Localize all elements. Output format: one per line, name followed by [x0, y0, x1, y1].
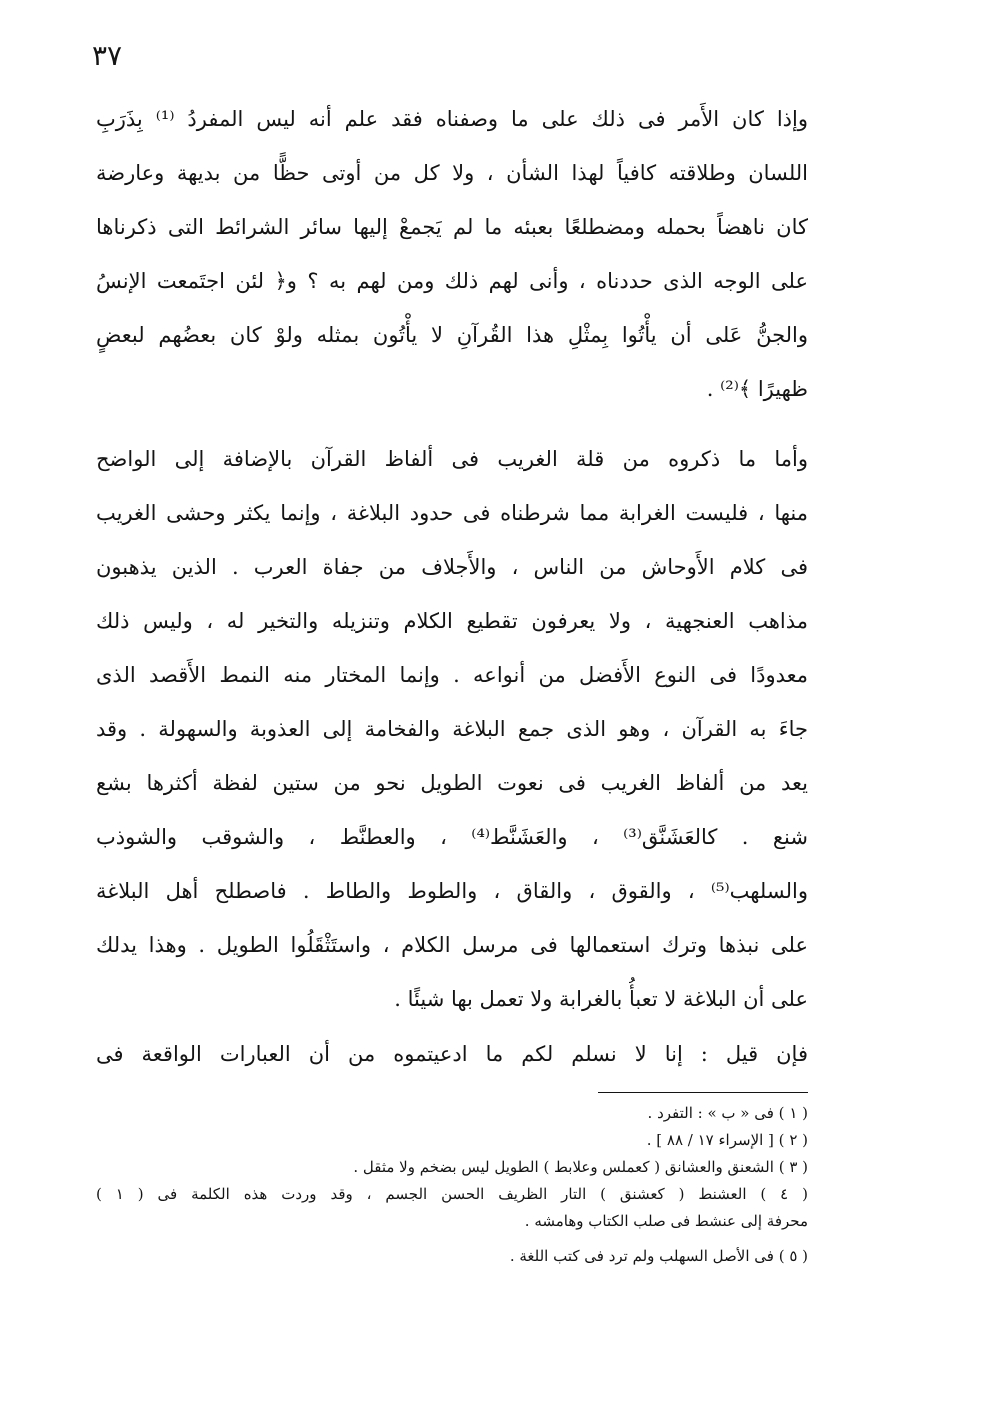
text-line: مذاهب العنجهية ، ولا يعرفون تقطيع الكلام وتنزيله والتخير له ، وليس ذلك	[96, 609, 808, 633]
text-line: وإذا كان الأَمر فى ذلك على ما وصفناه فقد علم أنه ليس المفردُ ⁽¹⁾ بِذَرَبِ	[96, 107, 808, 131]
footnote-3: ( ٣ ) الشعنق والعشانق ( كعملس وعلابط ) الطويل ليس بضخم ولا مثقل .	[353, 1158, 808, 1176]
text-line: يعد من ألفاظ الغريب فى نعوت الطويل نحو من ستين لفظة أكثرها بشع	[96, 771, 808, 795]
text-line: اللسان وطلاقته كافياً لهذا الشأن ، ولا كل من أوتى حظًّا من بديهة وعارضة	[96, 161, 808, 185]
text-line: والجنُّ عَلى أن يأْتُوا بِمثْلِ هذا القُرآنِ لا يأْتُون بمثله ولوْ كان بعضُهم لبعضٍ	[96, 323, 808, 347]
text-line: وأما ما ذكروه من قلة الغريب فى ألفاظ القرآن بالإضافة إلى الواضح	[96, 447, 808, 471]
text-line: معدودًا فى النوع الأَفضل من أنواعه . وإنما المختار منه النمط الأَقصد الذى	[96, 663, 808, 687]
footnotes	[96, 1100, 808, 1270]
footnote-4-continuation: محرفة إلى عنشط فى صلب الكتاب وهامشه .	[524, 1212, 808, 1230]
text-line: فى كلام الأَوحاش من الناس ، والأَجلاف من جفاة العرب . الذين يذهبون	[96, 555, 808, 579]
paragraph-2	[96, 432, 808, 1026]
text-line: على نبذها وترك استعمالها فى مرسل الكلام ، واستَثْقَلُوا الطويل . وهذا يدلك	[96, 933, 808, 957]
text-line: جاءَ به القرآن ، وهو الذى جمع البلاغة والفخامة إلى العذوبة والسهولة . وقد	[96, 717, 808, 741]
page-number: ٣٧	[92, 39, 123, 72]
text-line: على الوجه الذى حددناه ، وأنى لهم ذلك ومن لهم به ؟ و﴿ لئن اجتَمعت الإنسُ	[96, 269, 808, 293]
text-line: منها ، فليست الغرابة مما شرطناه فى حدود البلاغة ، وإنما يكثر وحشى الغريب	[96, 501, 808, 525]
footnote-divider	[598, 1092, 808, 1093]
text-line: كان ناهضاً بحمله ومضطلعًا بعبئه ما لم يَجمعْ إليها سائر الشرائط التى ذكرناها	[96, 215, 808, 239]
text-line: ظهيرًا ﴾⁽²⁾ .	[706, 377, 808, 401]
footnote-1: ( ١ ) فى « ب » : التفرد .	[647, 1104, 808, 1122]
paragraph-3	[96, 1027, 808, 1081]
text-line: فإن قيل : إنا لا نسلم لكم ما ادعيتموه من أن العبارات الواقعة فى	[96, 1042, 808, 1066]
text-line: والسلهب⁽⁵⁾ ، والقوق ، والقاق ، والطوط والطاط . فاصطلح أهل البلاغة	[96, 879, 808, 903]
footnote-2: ( ٢ ) [ الإسراء ١٧ / ٨٨ ] .	[646, 1131, 808, 1149]
text-line: شنع . كالعَشَنَّق⁽³⁾ ، والعَشَنَّط⁽⁴⁾ ، والعطنَّط ، والشوقب والشوذب	[96, 825, 808, 849]
paragraph-1	[96, 92, 808, 416]
text-line: على أن البلاغة لا تعبأُ بالغرابة ولا تعمل بها شيئًا .	[394, 987, 808, 1011]
footnote-4: ( ٤ ) العشنط ( كعشنق ) التار الظريف الحسن الجسم ، وقد وردت هذه الكلمة فى ( ١ )	[96, 1185, 808, 1203]
footnote-5: ( ٥ ) فى الأصل السهلب ولم ترد فى كتب اللغة .	[509, 1247, 808, 1265]
